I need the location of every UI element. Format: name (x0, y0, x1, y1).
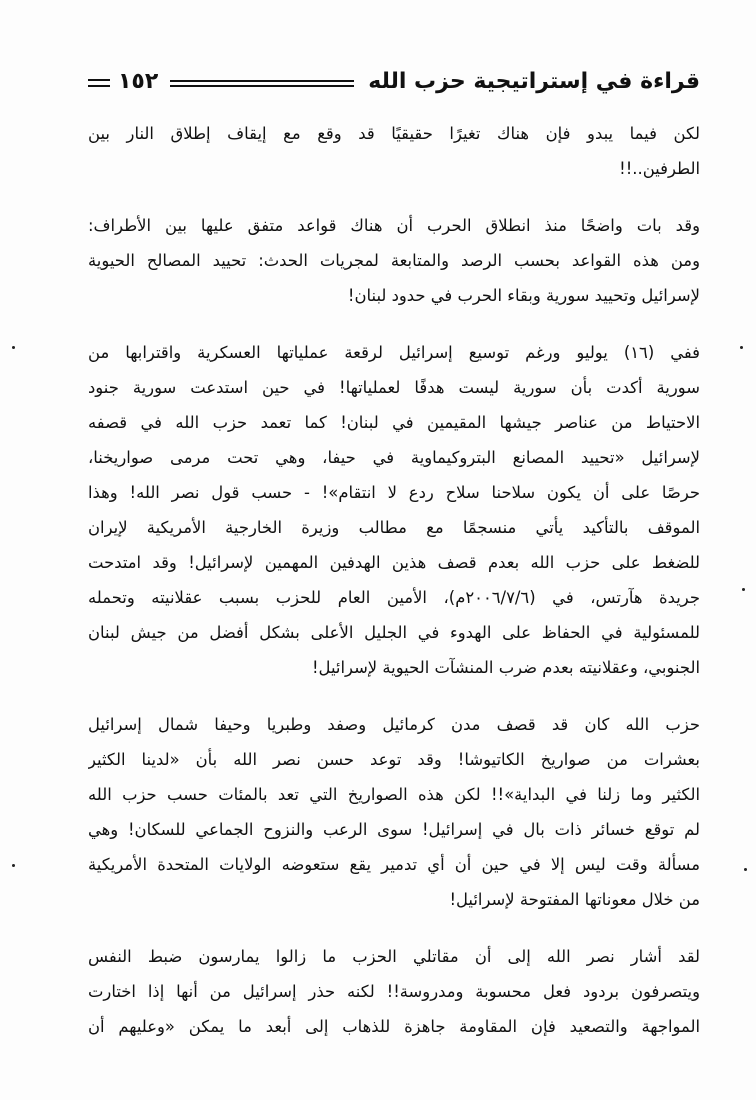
text-line: الجنوبي، وعقلانيته بعدم ضرب المنشآت الحيوية لإسرائيل! (311, 658, 700, 677)
text-line: وقد بات واضحًا منذ انطلاق الحرب أن هناك قواعد متفق عليها بين الأطراف: (88, 216, 700, 235)
text-line: الموقف بالتأكيد يأتي منسجمًا مع مطالب وزيرة الخارجية الأمريكية لإيران (88, 518, 700, 537)
text-line: سورية أكدت بأن سورية ليست هدفًا لعملياتها! في حين استدعت سورية جنود (88, 378, 700, 397)
paragraph (88, 116, 700, 186)
text-line: ففي (١٦) يوليو ورغم توسيع إسرائيل لرقعة عملياتها العسكرية واقترابها من (88, 343, 700, 362)
text-line: حرصًا على أن يكون سلاحنا سلاح ردع لا انتقام»! - حسب قول نصر الله! وهذا (88, 483, 700, 502)
scan-speck (744, 868, 747, 871)
text-line: لكن فيما يبدو فإن هناك تغيرًا حقيقيًا قد وقع مع إيقاف إطلاق النار بين (88, 124, 700, 143)
scan-speck (12, 346, 15, 349)
text-line: الطرفين..!! (619, 159, 700, 178)
text-line: بعشرات من صواريخ الكاتيوشا! وقد توعد حسن نصر الله بأن «لدينا الكثير (88, 750, 700, 769)
text-line: المواجهة والتصعيد فإن المقاومة جاهزة للذهاب إلى أبعد ما يمكن «وعليهم أن (88, 1017, 700, 1036)
paragraph (88, 707, 700, 917)
paragraph (88, 335, 700, 685)
scan-speck (12, 864, 15, 867)
text-line: لم توقع خسائر ذات بال في إسرائيل! سوى الرعب والنزوح الجماعي للسكان! وهي (88, 820, 700, 839)
text-line: ويتصرفون بردود فعل محسوبة ومدروسة!! لكنه حذر إسرائيل من أنها إذا اختارت (88, 982, 700, 1001)
header-rule (170, 80, 354, 87)
text-line: لإسرائيل وتحييد سورية وبقاء الحرب في حدود لبنان! (347, 286, 700, 305)
text-line: لإسرائيل «تحييد المصانع البتروكيماوية في حيفا، وهي تحت مرمى صواريخنا، (88, 448, 700, 467)
text-line: من خلال معوناتها المفتوحة لإسرائيل! (449, 890, 700, 909)
book-title: قراءة في إستراتيجية حزب الله (368, 68, 700, 94)
body-text (88, 116, 700, 1044)
text-line: لقد أشار نصر الله إلى أن مقاتلي الحزب ما زالوا يمارسون ضبط النفس (88, 947, 700, 966)
text-line: ومن هذه القواعد بحسب الرصد والمتابعة لمجريات الحدث: تحييد المصالح الحيوية (88, 251, 700, 270)
scan-speck (742, 588, 745, 591)
text-line: حزب الله كان قد قصف مدن كرمائيل وصفد وطبريا وحيفا شمال إسرائيل (88, 715, 700, 734)
paragraph (88, 939, 700, 1044)
text-line: للضغط على حزب الله بعدم قصف هذين الهدفين المهمين لإسرائيل! وقد امتدحت (88, 553, 700, 572)
running-header (88, 64, 700, 98)
text-line: الاحتياط من عناصر جيشها المقيمين في لبنان! كما تعمد حزب الله في قصفه (88, 413, 700, 432)
header-end-mark (88, 79, 110, 87)
text-line: مسألة وقت ليس إلا في حين أن أي تدمير يقع ستعوضه الولايات المتحدة الأمريكية (88, 855, 700, 874)
text-line: جريدة هآرتس، في (٢٠٠٦/٧/٦م)، الأمين العام للحزب بسبب عقلانيته وتحمله (88, 588, 700, 607)
paragraph (88, 208, 700, 313)
scan-speck (740, 346, 743, 349)
page-number: ١٥٢ (118, 68, 159, 94)
text-line: الكثير وما زلنا في البداية»!! لكن هذه الصواريخ التي تعد بالمئات حسب حزب الله (88, 785, 700, 804)
text-line: للمسئولية في الحفاظ على الهدوء في الجليل الأعلى بشكل أفضل من جيش لبنان (88, 623, 700, 642)
